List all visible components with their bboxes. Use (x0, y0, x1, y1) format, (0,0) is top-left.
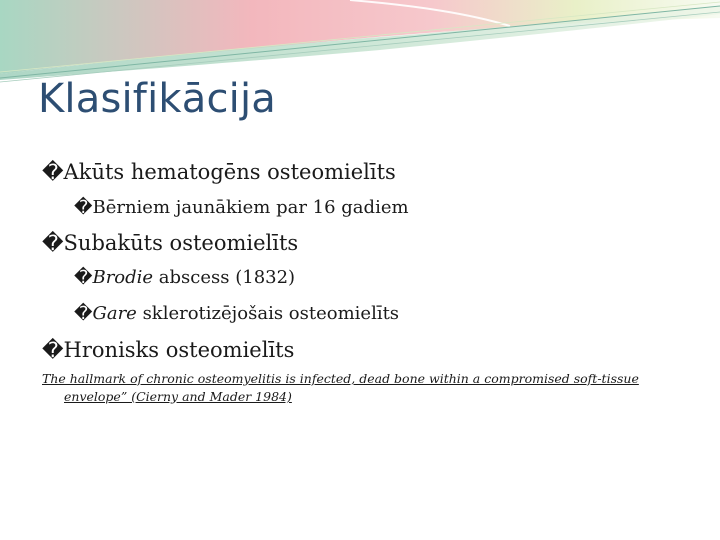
bullet-italic-text: Gare (92, 303, 137, 324)
bullet-icon: � (74, 303, 93, 324)
quote-text: The hallmark of chronic osteomyelitis is infected, dead bone within a compromised soft-tissue envelope” (Cierny and Mader 1984) (42, 371, 639, 404)
bullet-text: Bērniem jaunākiem par 16 gadiem (92, 197, 409, 218)
bullet-icon: � (42, 338, 64, 362)
bullet-italic-text: Brodie (92, 267, 154, 288)
slide-title: Klasifikācija (38, 76, 277, 122)
bullet-item (42, 160, 396, 184)
bullet-item (42, 231, 298, 255)
bullet-text: Akūts hematogēns osteomielīts (63, 160, 396, 184)
bullet-icon: � (42, 160, 64, 184)
bullet-icon: � (42, 231, 64, 255)
sub-bullet-item (74, 303, 399, 324)
bullet-icon: � (74, 197, 93, 218)
bullet-item (42, 338, 294, 362)
bullet-text: sklerotizējošais osteomielīts (136, 303, 400, 324)
sub-bullet-item (74, 197, 409, 218)
bullet-text: Hronisks osteomielīts (63, 338, 295, 362)
bullet-icon: � (74, 267, 93, 288)
sub-bullet-item (74, 267, 295, 288)
bullet-text: Subakūts osteomielīts (63, 231, 299, 255)
bullet-text: abscess (1832) (153, 267, 296, 288)
